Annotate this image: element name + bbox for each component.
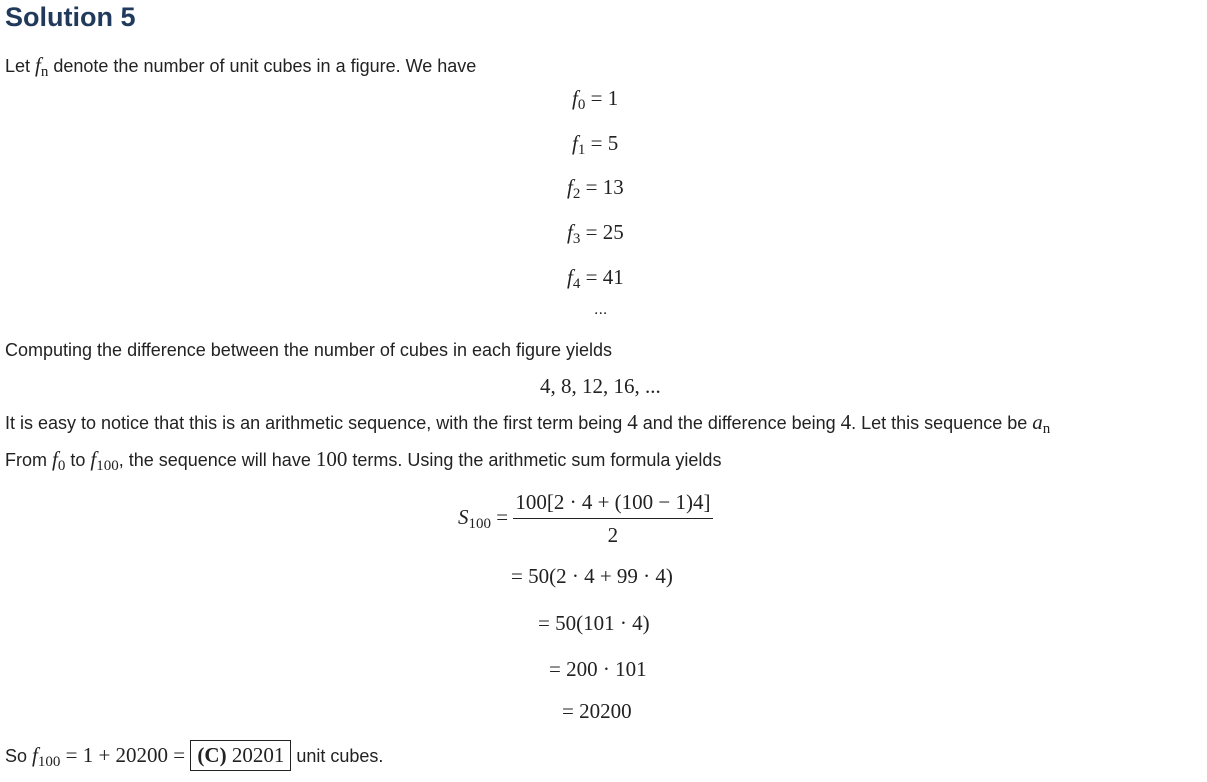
intro-var: f (35, 53, 41, 77)
conclusion-before: So (5, 746, 33, 766)
sum-step-2: = 200 · 101 (549, 657, 647, 681)
solution-title: Solution 5 (5, 2, 136, 32)
range-terms: 100 (315, 447, 348, 471)
sequence-row-4: $f_4 = 41$ (567, 265, 624, 292)
differences-list: 4, 8, 12, 16, ... (540, 374, 661, 398)
sequence-row-3: $f_3 = 25$ (567, 220, 624, 247)
conclusion-sub: 100 (37, 754, 61, 770)
sequence-value-3: 25 (602, 220, 624, 244)
range-before: From (5, 450, 52, 470)
range-mid: , the sequence will have (118, 450, 316, 470)
sum-fraction (513, 490, 712, 548)
conclusion-expr: = 1 + 20200 = (60, 743, 191, 767)
sum-denominator: 2 (607, 523, 619, 547)
sum-step-1: = 50(101 · 4) (538, 611, 650, 635)
arith-middle: and the difference being (637, 413, 841, 433)
sum-step-3: = 20200 (562, 699, 632, 723)
range-from-sub: 0 (57, 458, 66, 474)
answer-value: 20201 (231, 743, 285, 767)
arith-seq-var: a (1032, 410, 1043, 434)
sequence-row-2: $f_2 = 13$ (567, 175, 624, 202)
intro-line (5, 53, 476, 78)
conclusion-after: unit cubes. (296, 746, 384, 766)
sequence-sub-1: 1 (577, 142, 586, 158)
sequence-value-1: 5 (607, 131, 619, 155)
intro-sub: n (40, 64, 49, 80)
answer-letter: (C) (197, 743, 227, 767)
sum-lhs-sub: 100 (468, 515, 491, 532)
sequence-value-4: 41 (602, 265, 624, 289)
sequence-ellipsis: ... (594, 301, 608, 318)
conclusion-var: f (32, 743, 38, 767)
sum-numerator: 100[2 · 4 + (100 − 1)4] (513, 490, 712, 519)
range-to-text: to (65, 450, 91, 470)
range-line: From $f_0$ to $f_{100}$, the sequence will have 100 terms. Using the arithmetic sum formula yields (5, 447, 722, 474)
sum-step-0: = 50(2 · 4 + 99 · 4) (511, 564, 673, 588)
intro-after: denote the number of unit cubes in a figure. We have (48, 56, 477, 76)
arith-line (5, 410, 1050, 435)
arith-after: . Let this sequence be (851, 413, 1033, 433)
sequence-sub-2: 2 (572, 186, 581, 202)
sequence-sub-3: 3 (572, 231, 581, 247)
arith-difference: 4 (840, 410, 852, 434)
arith-seq-sub: n (1042, 421, 1051, 437)
sum-lhs-var: S (458, 504, 469, 529)
sequence-row-1: $f_1 = 5$ (572, 131, 619, 158)
sequence-value-0: 1 (607, 86, 619, 110)
arith-before: It is easy to notice that this is an arithmetic sequence, with the first term being (5, 413, 628, 433)
arith-first-term: 4 (627, 410, 638, 434)
intro-before: Let (5, 56, 36, 76)
range-after: terms. Using the arithmetic sum formula yields (347, 450, 722, 470)
difference-text: Computing the difference between the number of cubes in each figure yields (5, 340, 613, 360)
sequence-sub-0: 0 (577, 97, 586, 113)
sum-formula: $S_{100}$ = $\frac{100[2 \cdot 4 + (100 - 1)4]}{2}$ (458, 490, 711, 547)
sequence-value-2: 13 (602, 175, 624, 199)
answer-box (190, 740, 291, 771)
sequence-row-0: $f_0 = 1$ (572, 86, 619, 113)
sequence-sub-4: 4 (572, 276, 581, 292)
range-to-sub: 100 (96, 458, 119, 474)
conclusion-line (5, 740, 383, 771)
